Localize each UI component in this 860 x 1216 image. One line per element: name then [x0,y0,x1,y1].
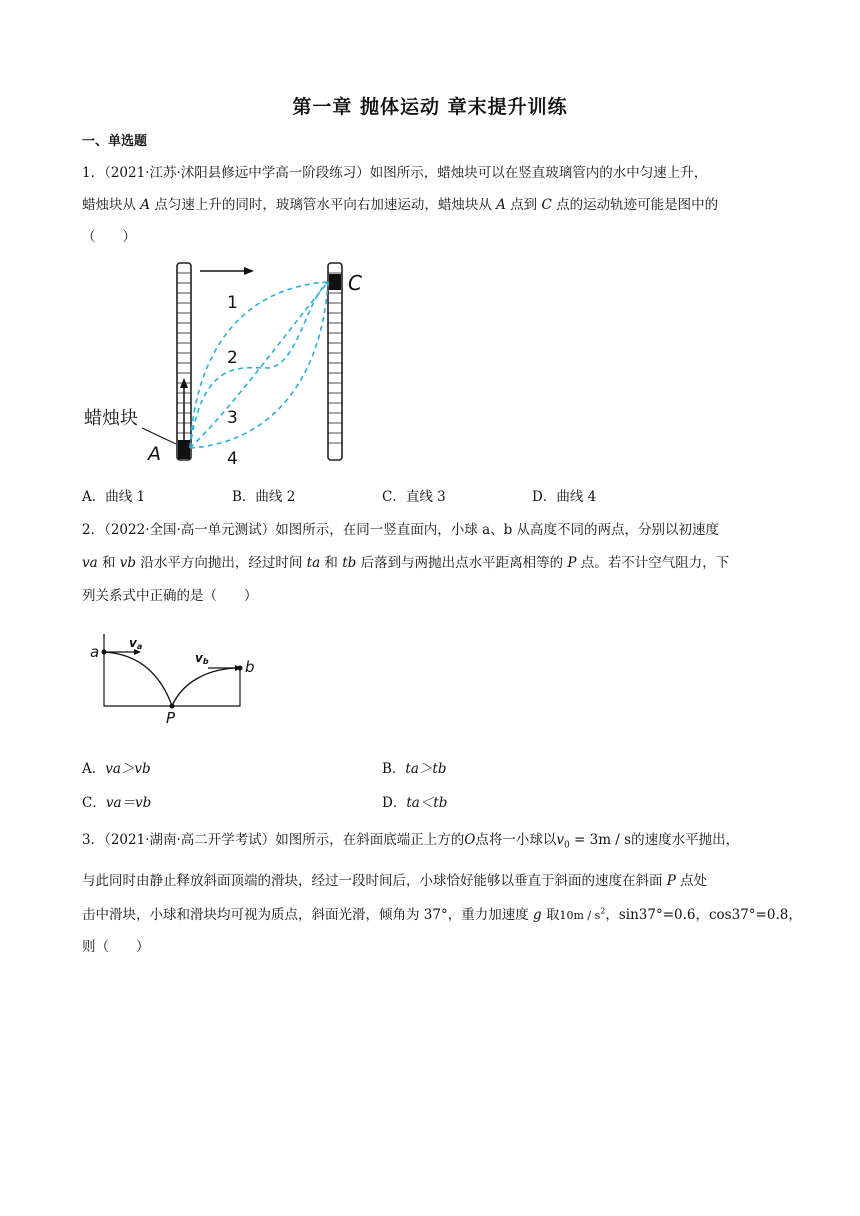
point-label-A: A [148,443,161,465]
q2-stem-line1: 2．（2022·全国·高一单元测试）如图所示，在同一竖直面内，小球 a、b 从高度不同的两点，分别以初速度 [82,522,720,538]
curve-label-2: 2 [227,348,238,368]
q1-stem-line2: 蜡烛块从 A 点匀速上升的同时，玻璃管水平向右加速运动，蜡烛块从 A 点到 C 点的运动轨迹可能是图中的 [82,197,719,213]
candle-block [178,440,190,459]
q3-stem-line4: 则（ ） [82,939,150,955]
page-title: 第一章 抛体运动 章末提升训练 [292,96,568,118]
q1-option-c[interactable]: C．直线 3 [382,489,446,505]
point-P [170,704,175,709]
section-heading: 一、单选题 [82,134,148,149]
q1-option-d[interactable]: D．曲线 4 [532,489,597,505]
q2-stem-line2: va 和 vb 沿水平方向抛出，经过时间 ta 和 tb 后落到与两抛出点水平距离相等的 P 点。若不计空气阻力，下 [82,555,730,571]
curve-label-1: 1 [227,293,238,313]
trajectory-a [104,652,172,706]
q2-option-b[interactable]: B．ta＞tb [382,761,447,777]
trajectory-line-3 [190,282,328,448]
right-glass-tube [328,263,342,460]
q2-option-a[interactable]: A．va＞vb [82,761,151,777]
q1-figure [82,258,382,468]
curve-label-4: 4 [227,449,238,468]
q1-stem-line1: 1．（2021·江苏·沭阳县修远中学高一阶段练习）如图所示，蜡烛块可以在竖直玻璃管内的水中匀速上升， [82,165,708,181]
q3-stem-line3: 击中滑块，小球和滑块均可视为质点，斜面光滑，倾角为 37°，重力加速度 g 取$10m / s^2$，sin37°=0.6，cos37°=0.8， [82,906,802,923]
curve-label-3: 3 [227,408,238,428]
label-va: va [129,636,143,651]
label-b: b [245,658,255,676]
q1-option-b[interactable]: B．曲线 2 [232,489,296,505]
label-a: a [90,643,100,661]
q2-option-c[interactable]: C．va＝vb [82,795,152,811]
candle-block-at-C [329,274,341,290]
trajectory-b [172,668,240,706]
candle-label: 蜡烛块 [84,408,138,429]
q2-stem-line3: 列关系式中正确的是（ ） [82,588,258,604]
label-vb: vb [195,651,209,666]
q3-stem-line2: 与此同时由静止释放斜面顶端的滑块，经过一段时间后，小球恰好能够以垂直于斜面的速度在斜面 P 点处 [82,873,708,889]
label-P: P [166,709,176,727]
q1-option-a[interactable]: A．曲线 1 [82,489,146,505]
point-a [102,650,107,655]
q2-figure [82,628,272,728]
point-label-C: C [348,271,362,295]
q3-stem-line1: 3．（2021·湖南·高二开学考试）如图所示，在斜面底端正上方的O点将一小球以$v_0 = 3m / s$的速度水平抛出， [82,832,740,851]
q1-answer-bracket: （ ） [82,229,136,245]
q2-option-d[interactable]: D．ta＜tb [382,795,448,811]
